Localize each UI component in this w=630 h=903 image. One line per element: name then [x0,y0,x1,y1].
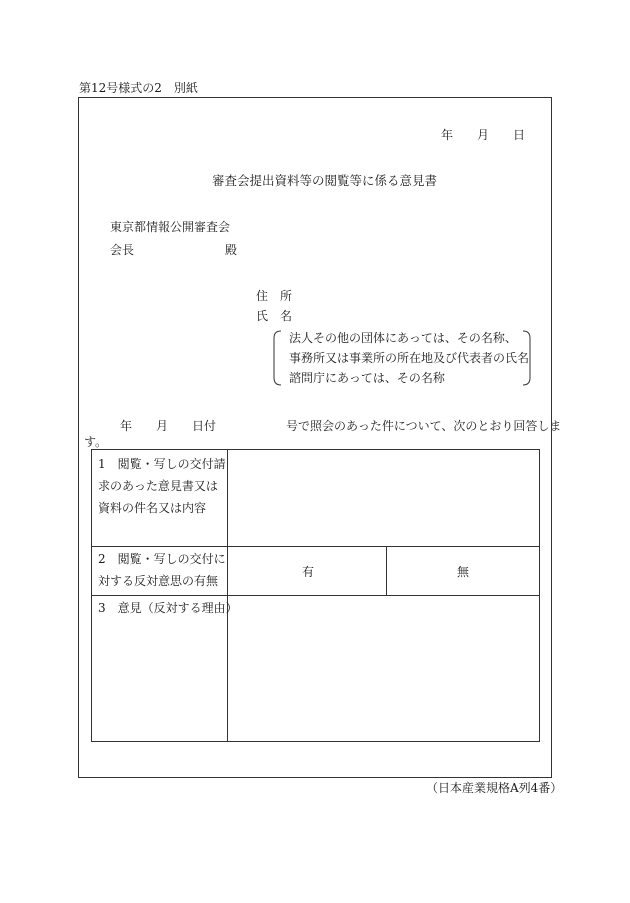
page-title: 審査会提出資料等の閲覧等に係る意見書 [212,173,438,188]
name-label: 氏 名 [256,309,293,323]
table-divider-yes-no [386,546,387,595]
reference-text-end: す。 [84,435,108,449]
form-number: 第12号様式の2 別紙 [79,81,198,95]
date-line: 年 月 日 [441,128,526,142]
table-divider-row2 [92,595,539,596]
reference-date: 年 月 日付 [120,419,217,433]
addressee-role: 会長 [110,243,135,257]
table-divider-row1 [92,546,539,547]
row2-label-line: 2 閲覧・写しの交付に [98,552,226,566]
paper-size-note: （日本産業規格A列4番） [426,781,563,795]
addressee-honorific: 殿 [225,243,238,257]
left-bracket [274,331,281,385]
option-no: 無 [457,565,470,579]
row1-label-line: 求のあった意見書又は [98,479,218,493]
option-yes: 有 [302,565,315,579]
address-label: 住 所 [256,289,293,303]
addressee-org: 東京都情報公開審査会 [110,220,231,234]
note-line-2: 事務所又は事業所の所在地及び代表者の氏名 [289,351,530,365]
row2-label [98,548,226,592]
reference-text: 号で照会のあった件について、次のとおり回答しま [286,419,562,433]
row2-label-line: 対する反対意思の有無 [98,574,219,588]
row1-label [98,453,226,519]
row1-label-line: 1 閲覧・写しの交付請 [98,457,226,471]
row3-label [98,597,238,619]
row1-label-line: 資料の件名又は内容 [98,501,207,515]
note-line-3: 諮問庁にあっては、その名称 [289,371,445,385]
row3-label-line: 3 意見（反対する理由） [98,601,238,615]
note-line-1: 法人その他の団体にあっては、その名称、 [289,331,517,345]
